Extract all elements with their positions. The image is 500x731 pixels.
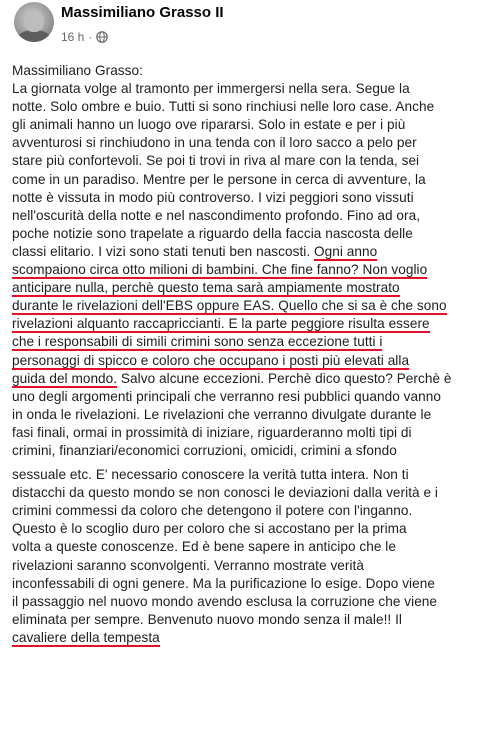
post-text-line: [12, 466, 494, 484]
post-text-line: [12, 388, 494, 406]
post-text-line: [12, 370, 494, 388]
post-text: notte. Solo ombre e buio. Tutti si sono rinchiusi nelle loro case. Anche: [12, 99, 435, 115]
avatar-face: [24, 10, 44, 32]
post-text-line: [12, 611, 494, 629]
post-text-line: [12, 98, 494, 116]
post-text: gli animali hanno un luogo ove ripararsi. Solo in estate e per i più: [12, 117, 406, 133]
post-text: il passaggio nel nuovo mondo avendo esclusa la corruzione che viene: [12, 593, 438, 609]
post-text: sessuale etc. E' necessario conoscere la verità tutta intera. Non ti: [12, 467, 409, 483]
post-body: [12, 62, 494, 647]
post-text-line: [12, 279, 494, 297]
post-text: Salvo alcune eccezioni. Perchè dico questo? Perchè è: [117, 370, 452, 386]
post-text: crimini commessi da coloro che detengono il potere con l'inganno.: [12, 503, 413, 519]
post-text: volta a queste conoscenze. Ed è bene sapere in anticipo che le: [12, 539, 396, 555]
post-text-line: [12, 406, 494, 424]
post-text: crimini, finanziari/economici corruzioni, omicidi, crimini a sfondo: [12, 442, 397, 458]
post-text: rivelazioni saranno sconvolgenti. Verranno mostrate verità: [12, 557, 364, 573]
underlined-text: scompaiono circa otto milioni di bambini. Che fine fanno? Non voglio: [12, 262, 428, 278]
post-text-line: [12, 152, 494, 170]
post-text: notte è vissuta in modo più controverso. I vizi peggiori sono vissuti: [12, 189, 414, 205]
post-meta: [61, 30, 108, 44]
post-text: nell'oscurità della notte e nel nascondimento profondo. Fino ad ora,: [12, 207, 421, 223]
post-text-line: [12, 116, 494, 134]
underlined-text: personaggi di spicco e coloro che occupano i posti più elevati alla: [12, 352, 410, 368]
post-text-line: [12, 593, 494, 611]
post-text: poche notizie sono trapelate a riguardo della faccia nascosta delle: [12, 225, 413, 241]
post-text: stare più confortevoli. Se poi ti trovi in riva al mare con la tenda, sei: [12, 153, 420, 169]
avatar[interactable]: [14, 2, 54, 42]
underlined-text: rivelazioni alquanto raccapriccianti. E la parte peggiore risulta essere: [12, 316, 430, 332]
post-text-line: [12, 484, 494, 502]
post-text: in onda le rivelazioni. Le rivelazioni che verranno divulgate durante le: [12, 406, 432, 422]
post-text-line: [12, 424, 494, 442]
post-text-line: [12, 134, 494, 152]
post-text-line: [12, 171, 494, 189]
post-text-line: [12, 189, 494, 207]
post-text: distacchi da questo mondo se non conosci le deviazioni dalla verità e i: [12, 485, 438, 501]
post-text-line: [12, 297, 494, 315]
post-text: classi elitario. I vizi sono stati tenuti ben nascosti.: [12, 243, 315, 259]
author-name[interactable]: Massimiliano Grasso II: [61, 4, 224, 21]
underlined-text: guida del mondo.: [12, 370, 118, 386]
post-text-line: [12, 557, 494, 575]
post-text: Questo è lo scoglio duro per coloro che si accostano per la prima: [12, 521, 407, 537]
post-text-line: [12, 629, 494, 647]
post-text-line: [12, 502, 494, 520]
post-text-line: [12, 538, 494, 556]
post-text-line: [12, 207, 494, 225]
underlined-text: che i responsabili di simili crimini sono senza eccezione tutti i: [12, 334, 383, 350]
post-text-line: [12, 333, 494, 351]
post-text: come in un paradiso. Mentre per le persone in cerca di avventure, la: [12, 171, 426, 187]
globe-icon: [96, 31, 108, 43]
post-text-line: [12, 261, 494, 279]
post-text-line: [12, 520, 494, 538]
separator-dot: ·: [88, 30, 93, 44]
post-text-line: [12, 575, 494, 593]
post-text: eliminata per sempre. Benvenuto nuovo mondo senza il male!! Il: [12, 611, 402, 627]
post-text-line: [12, 243, 494, 261]
post-text: La giornata volge al tramonto per immergersi nella sera. Segue la: [12, 81, 410, 97]
post-text-line: [12, 62, 494, 80]
underlined-text: cavaliere della tempesta: [12, 629, 160, 645]
post-text-line: [12, 80, 494, 98]
post-text-line: [12, 225, 494, 243]
post-time[interactable]: 16 h: [61, 30, 85, 44]
post-text-line: [12, 315, 494, 333]
underlined-text: Ogni anno: [314, 243, 378, 259]
post-text: uno degli argomenti principali che verranno resi pubblici quando vanno: [12, 388, 441, 404]
post-text-line: [12, 352, 494, 370]
post-text-line: [12, 442, 494, 460]
post-text: avventurosi si rinchiudono in una tenda con il loro sacco a pelo per: [12, 135, 417, 151]
underlined-text: anticipare nulla, perchè questo tema sarà ampiamente mostrato: [12, 280, 400, 296]
post-header: [0, 0, 500, 54]
underlined-text: durante le rivelazioni dell'EBS oppure EAS. Quello che si sa è che sono: [12, 298, 447, 314]
post-text: Massimiliano Grasso:: [12, 63, 143, 78]
post-text: inconfessabili di ogni genere. Ma la purificazione lo esige. Dopo viene: [12, 575, 435, 591]
post-text: fasi finali, ormai in prossimità di iniziare, riguarderanno molti tipi di: [12, 424, 412, 440]
